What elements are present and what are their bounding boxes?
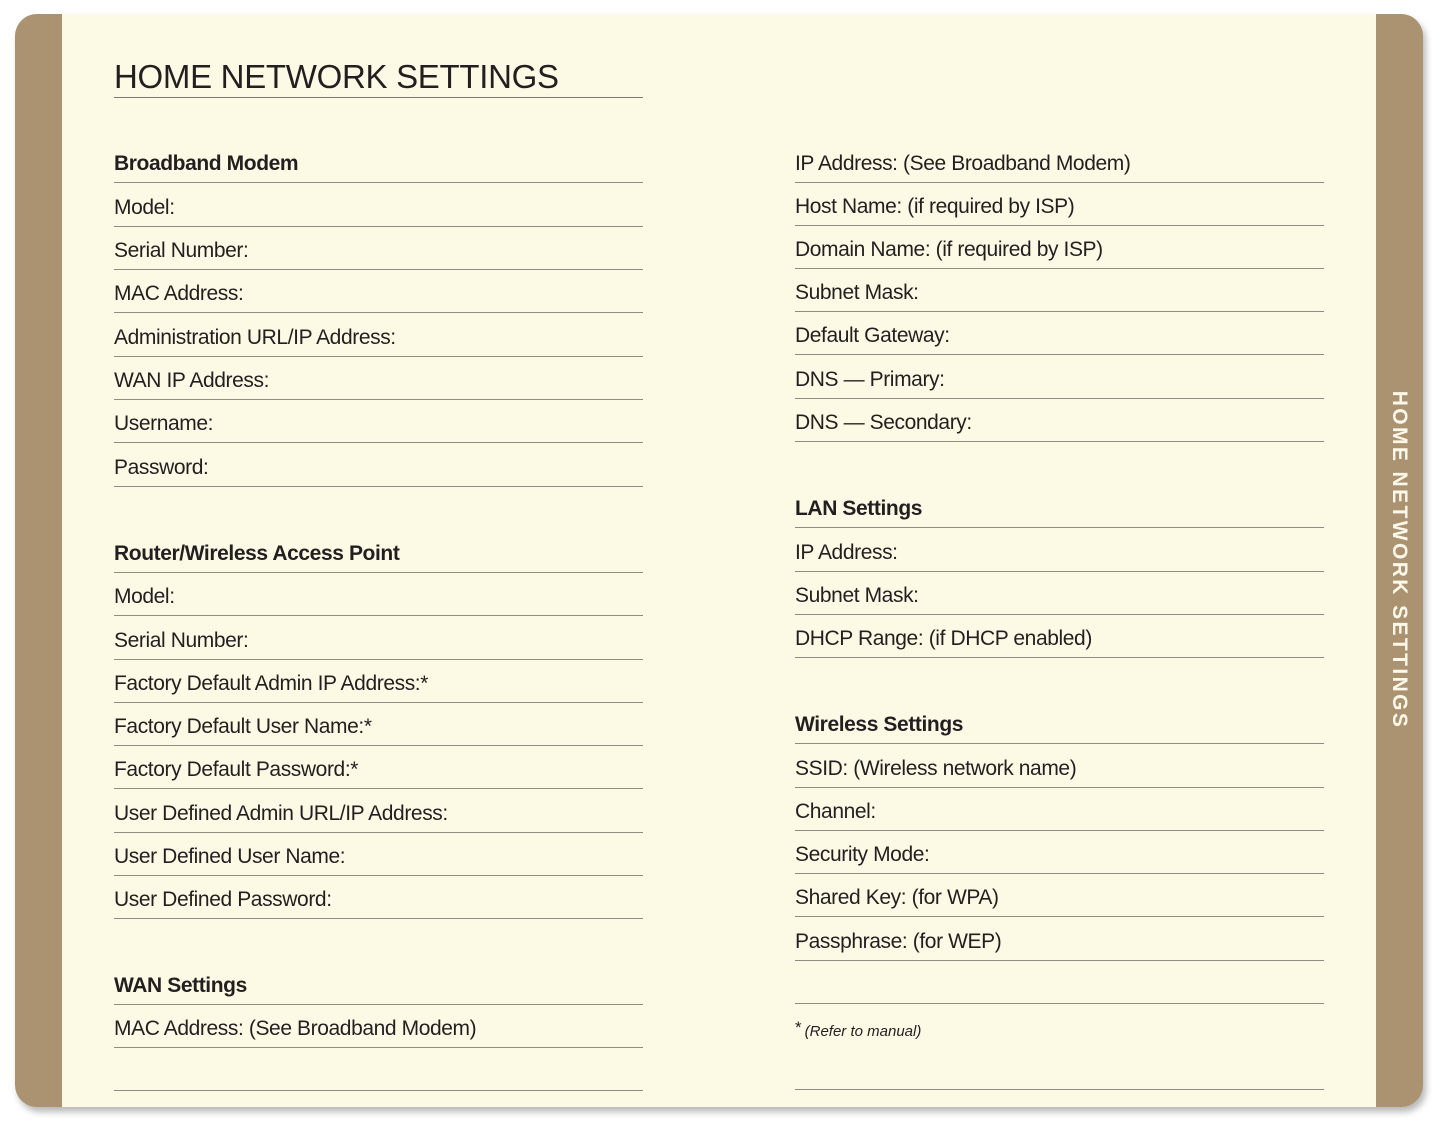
wireless-security-mode-field[interactable]: Security Mode: [795,831,1324,874]
modem-mac-address-field[interactable]: MAC Address: [114,270,643,313]
modem-username-field[interactable]: Username: [114,400,643,443]
wan-blank-field[interactable] [114,1048,643,1091]
modem-wan-ip-field[interactable]: WAN IP Address: [114,357,643,400]
wan-dns-primary-field[interactable]: DNS — Primary: [795,356,1324,399]
modem-admin-url-field[interactable]: Administration URL/IP Address: [114,314,643,357]
router-model-field[interactable]: Model: [114,573,643,616]
wan-domain-name-field[interactable]: Domain Name: (if required by ISP) [795,226,1324,269]
router-default-username-field[interactable]: Factory Default User Name:* [114,703,643,746]
router-heading: Router/Wireless Access Point [114,530,643,573]
router-user-username-field[interactable]: User Defined User Name: [114,833,643,876]
wireless-blank-field[interactable] [795,961,1324,1004]
wan-subnet-mask-field[interactable]: Subnet Mask: [795,269,1324,312]
wan-default-gateway-field[interactable]: Default Gateway: [795,312,1324,355]
footnote [795,1018,921,1040]
wireless-settings-heading: Wireless Settings [795,701,1324,744]
footnote-asterisk: * [795,1018,802,1037]
lan-ip-address-field[interactable]: IP Address: [795,529,1324,572]
wan-dns-secondary-field[interactable]: DNS — Secondary: [795,399,1324,442]
footnote-text: (Refer to manual) [804,1023,922,1040]
lan-settings-heading: LAN Settings [795,485,1324,528]
wireless-channel-field[interactable]: Channel: [795,788,1324,831]
wan-settings-heading: WAN Settings [114,962,643,1005]
router-default-admin-ip-field[interactable]: Factory Default Admin IP Address:* [114,660,643,703]
page-title: HOME NETWORK SETTINGS [114,56,643,98]
modem-serial-number-field[interactable]: Serial Number: [114,227,643,270]
router-user-password-field[interactable]: User Defined Password: [114,876,643,919]
modem-password-field[interactable]: Password: [114,444,643,487]
wan-host-name-field[interactable]: Host Name: (if required by ISP) [795,183,1324,226]
wan-ip-address-field[interactable]: IP Address: (See Broadband Modem) [795,140,1324,183]
broadband-modem-heading: Broadband Modem [114,140,643,183]
modem-model-field[interactable]: Model: [114,184,643,227]
router-user-admin-url-field[interactable]: User Defined Admin URL/IP Address: [114,790,643,833]
wireless-passphrase-field[interactable]: Passphrase: (for WEP) [795,918,1324,961]
side-tab-label: HOME NETWORK SETTINGS [1388,390,1411,730]
footnote-blank-field[interactable] [795,1047,1324,1090]
lan-dhcp-range-field[interactable]: DHCP Range: (if DHCP enabled) [795,615,1324,658]
wan-mac-address-field[interactable]: MAC Address: (See Broadband Modem) [114,1005,643,1048]
lan-subnet-mask-field[interactable]: Subnet Mask: [795,572,1324,615]
wireless-ssid-field[interactable]: SSID: (Wireless network name) [795,745,1324,788]
wireless-shared-key-field[interactable]: Shared Key: (for WPA) [795,874,1324,917]
router-serial-number-field[interactable]: Serial Number: [114,617,643,660]
router-default-password-field[interactable]: Factory Default Password:* [114,746,643,789]
